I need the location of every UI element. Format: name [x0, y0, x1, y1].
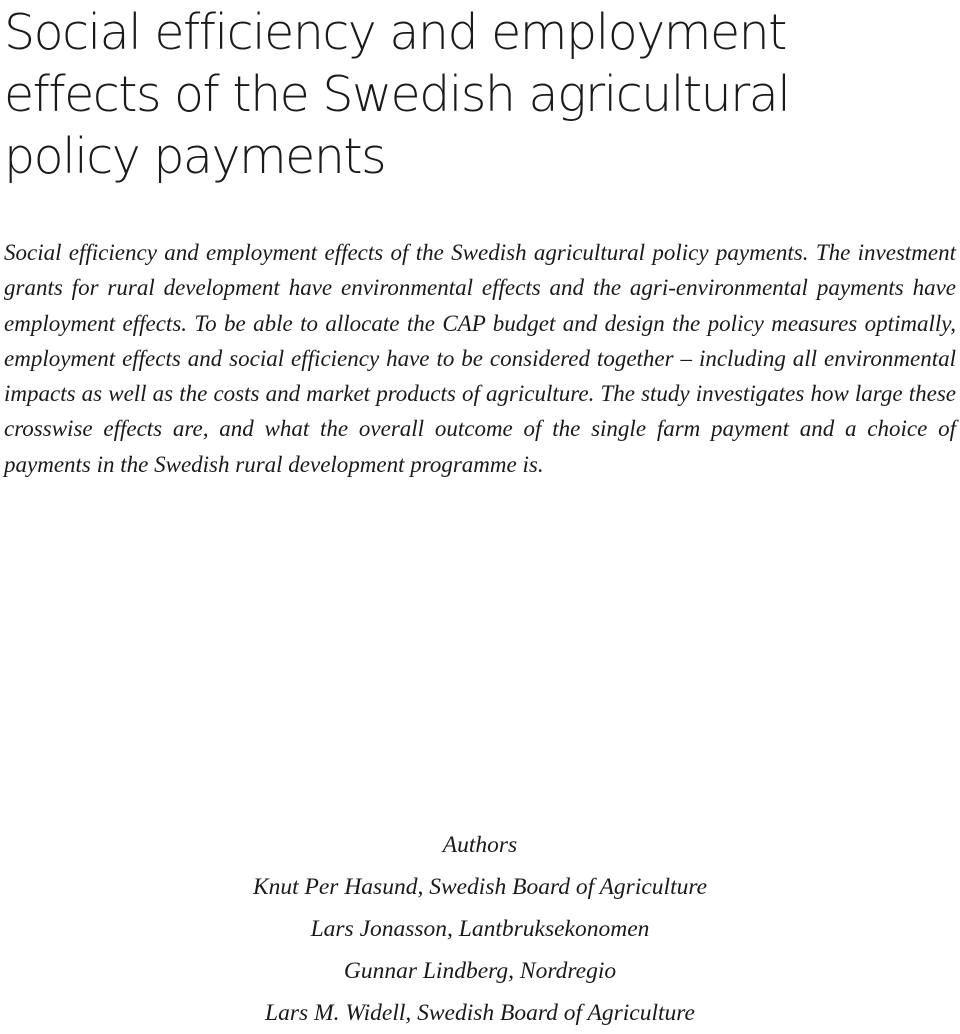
authors-heading: Authors [442, 832, 518, 858]
authors-block [0, 824, 960, 1034]
author-entry: Gunnar Lindberg, Nordregio [343, 958, 617, 984]
title-line: policy payments [4, 128, 386, 185]
author-entry: Knut Per Hasund, Swedish Board of Agriculture [252, 874, 708, 900]
title-line: Social efficiency and employment [4, 4, 786, 61]
author-entry: Lars M. Widell, Swedish Board of Agriculture [265, 1000, 695, 1026]
title-line: effects of the Swedish agricultural [4, 66, 790, 123]
author-entry: Lars Jonasson, Lantbruksekonomen [310, 916, 650, 942]
document-title [4, 2, 944, 188]
abstract-paragraph: Social efficiency and employment effects of the Swedish agricultural policy payments. The investment grants for rural development have environmental effects and the agri-environmental payments have employment effects. To be able to allocate the CAP budget and design the policy measures optimally, employment effects and social efficiency have to be considered together – including all environmental impacts as well as the costs and market products of agriculture. The study investigates how large these crosswise effects are, and what the overall outcome of the single farm payment and a choice of payments in the Swedish rural development programme is. [4, 240, 956, 477]
